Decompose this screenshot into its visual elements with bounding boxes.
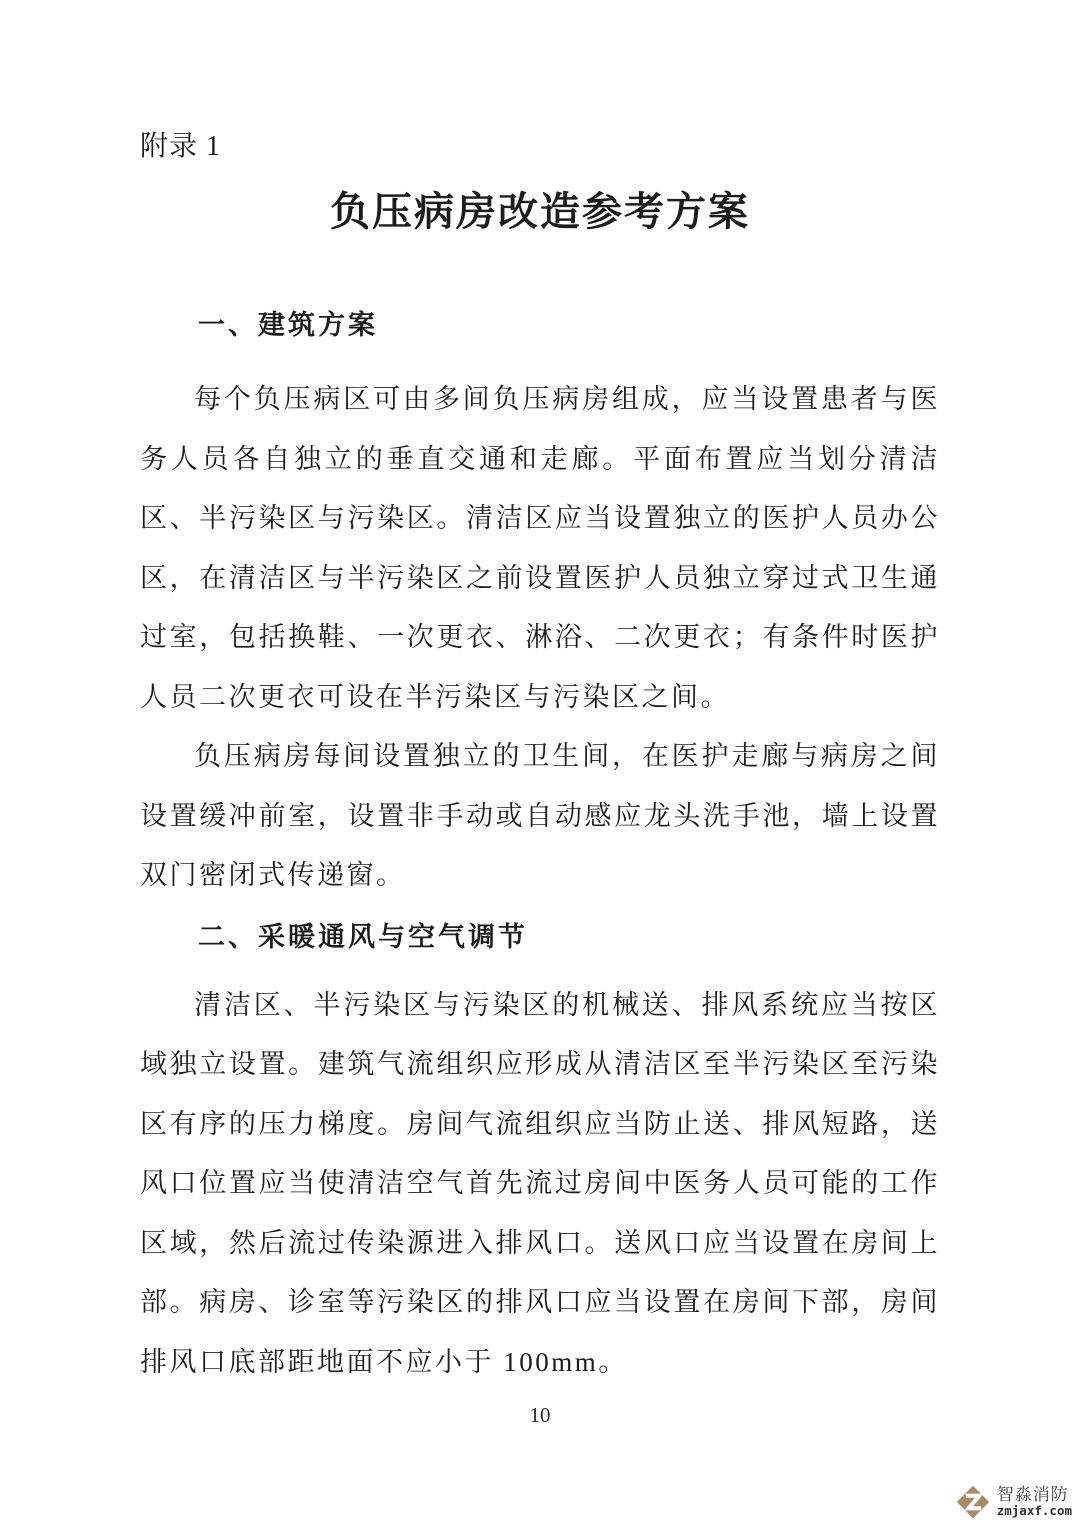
- appendix-label: 附录 1: [140, 131, 222, 162]
- page-number: 10: [529, 1403, 551, 1427]
- paragraph-hvac-1: 清洁区、半污染区与污染区的机械送、排风系统应当按区域独立设置。建筑气流组织应形成从清洁区至半污染区至污染区有序的压力梯度。房间气流组织应当防止送、排风短路，送风口位置应当使清洁空气首先流过房间中医务人员可能的工作区域，然后流过传染源进入排风口。送风口应当设置在房间上部。病房、诊室等污染区的排风口应当设置在房间下部，房间排风口底部距地面不应小于 100mm。: [140, 989, 940, 1377]
- paragraph-building-plan-2: 负压病房每间设置独立的卫生间，在医护走廊与病房之间设置缓冲前室，设置非手动或自动感应龙头洗手池，墙上设置双门密闭式传递窗。: [140, 741, 940, 890]
- page-title: 负压病房改造参考方案: [330, 189, 750, 234]
- watermark-text: [997, 1486, 1072, 1518]
- brand-logo-icon: [955, 1484, 991, 1520]
- watermark-brand-name: 智淼消防: [996, 1485, 1069, 1505]
- watermark-domain: zmjaxf.com: [996, 1503, 1072, 1519]
- paragraph-building-plan-1: 每个负压病区可由多间负压病房组成，应当设置患者与医务人员各自独立的垂直交通和走廊。平面布置应当划分清洁区、半污染区与污染区。清洁区应当设置独立的医护人员办公区，在清洁区与半污染区之前设置医护人员独立穿过式卫生通过室，包括换鞋、一次更衣、淋浴、二次更衣；有条件时医护人员二次更衣可设在半污染区与污染区之间。: [140, 384, 940, 712]
- section-heading-building-plan: 一、建筑方案: [198, 310, 378, 340]
- section-heading-hvac: 二、采暖通风与空气调节: [198, 921, 528, 952]
- watermark: [955, 1484, 1072, 1520]
